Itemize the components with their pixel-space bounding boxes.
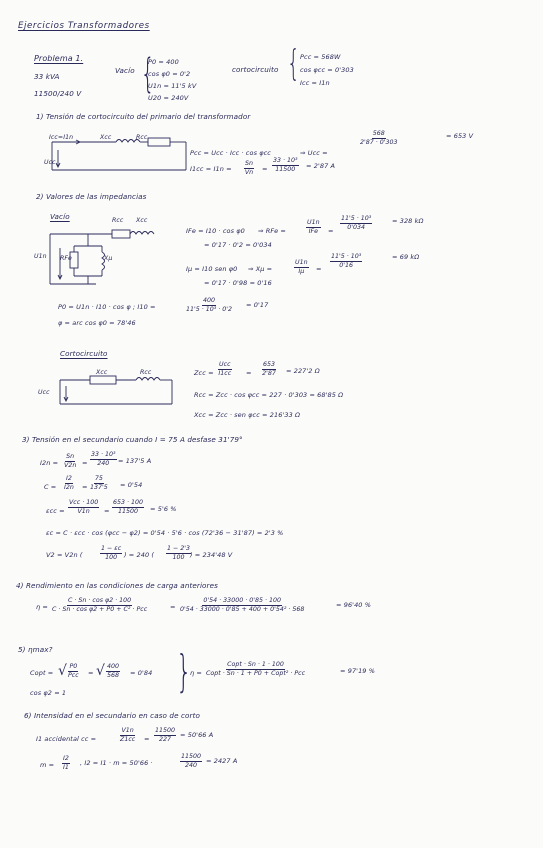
fraction-den: 100 [105, 554, 118, 562]
eq-xcc: Xcc = Zcc · sen φcc = 216'33 Ω [194, 411, 301, 419]
fraction-den: 137'5 [90, 484, 108, 492]
fraction-den: C · Sn · cos φ2 + P0 + C² · Pcc [52, 606, 148, 614]
fraction-num: 400 [106, 664, 120, 672]
eq-m: m = [40, 761, 55, 769]
eq-c: C = [44, 483, 57, 491]
sqrt-symbol: √ [58, 663, 68, 679]
fraction-eta-values [180, 598, 304, 614]
eq-rfe-result: = 328 kΩ [392, 217, 424, 225]
eq-i1cc-result: = 2'87 A [306, 162, 336, 170]
eq-ecc-result: = 5'6 % [150, 505, 177, 513]
fraction-num: 11'5 · 10³ [340, 216, 372, 224]
fraction-c-1 [64, 476, 74, 492]
equals-sign: = [262, 165, 268, 173]
fraction-den: V1n [77, 508, 90, 516]
fraction-num: C · Sn · cos φ2 · 100 [67, 598, 132, 606]
fraction-den: 240 [97, 460, 110, 468]
fraction-num: 0'54 · 33000 · 0'85 · 100 [202, 598, 282, 606]
fraction-zcc-1 [218, 362, 232, 378]
fraction-den: 11'5 · 10³ · 0'2 [186, 306, 233, 314]
vacio-xcc-label: Xcc [136, 217, 148, 224]
eq-i1-result: = 50'66 A [180, 731, 214, 739]
fraction-c-2 [90, 476, 108, 492]
fraction-num: V1n [120, 728, 134, 736]
sqrt-symbol: √ [96, 663, 106, 679]
eq-imu-arrow: ⇒ Xμ = [248, 265, 273, 273]
eq-c-result: = 0'54 [120, 481, 143, 489]
fraction-den: 0'16 [339, 262, 354, 270]
rated-voltages: 11500/240 V [34, 89, 82, 98]
fraction-i2n-2 [90, 452, 117, 468]
fraction-den: 11500 [275, 166, 296, 174]
eq-rcc: Rcc = Zcc · cos φcc = 227 · 0'303 = 68'85 Ω [194, 391, 344, 399]
equals-sign: = [170, 603, 176, 611]
circuit-current-label: Icc=I1n [49, 134, 74, 141]
vacio-label: Vacío [115, 66, 135, 75]
fraction-den: 0'54 · 33000 · 0'85 + 400 + 0'54² · 568 [180, 606, 305, 614]
eq-i2n: I2n = [40, 459, 59, 467]
fraction-v2-2 [166, 546, 191, 562]
vacio-title: Vacío [50, 212, 70, 221]
eq-i2: , I2 = I1 · m = 50'66 · [80, 759, 153, 767]
cc-label: cortocircuito [232, 65, 279, 74]
eq-ecc: εcc = [46, 507, 65, 515]
section-4-heading: 4) Rendimiento en las condiciones de carga anteriores [16, 581, 218, 590]
eta-result: = 96'40 % [336, 601, 371, 609]
vacio-rfe-label: RFe [60, 255, 72, 262]
rated-power: 33 kVA [34, 72, 60, 81]
eq-i2-result: = 2427 A [206, 757, 238, 765]
fraction-i1-1 [120, 728, 135, 744]
eq-zcc: Zcc = [194, 369, 214, 377]
fraction-den: 2'87 [262, 370, 276, 378]
fraction-den: IFe [308, 228, 318, 236]
close-brace: } [176, 646, 192, 697]
circuit-rcc-label: Rcc [136, 134, 148, 141]
fraction-num: 11'5 · 10³ [330, 254, 362, 262]
equals-sign: = [246, 369, 252, 377]
eq-xmu-result: = 69 kΩ [392, 253, 420, 261]
eq-ife: IFe = I10 · cos φ0 [186, 227, 245, 235]
fraction-den: I2n [64, 484, 74, 492]
section-5-heading: 5) ηmax? [18, 645, 53, 654]
fraction-eta-formula [52, 598, 147, 614]
fraction-den: 11500 [118, 508, 139, 516]
eta-symbol: η = [36, 603, 48, 611]
short-circuit-circuit-diagram [44, 136, 194, 180]
cc-brace: { [287, 43, 300, 84]
vacio-cos: cos φ0 = 0'2 [148, 70, 191, 78]
fraction-den: Z1cc [120, 736, 136, 744]
cc-icc: Icc = I1n [300, 79, 330, 87]
fraction-num: 400 [202, 298, 216, 306]
fraction-xmu-1 [294, 260, 309, 276]
section-2-heading: 2) Valores de las impedancias [36, 192, 147, 201]
vacio-rcc-label: Rcc [112, 217, 124, 224]
eq-copt: Copt = [30, 669, 54, 677]
eq-cos-phi2: cos φ2 = 1 [30, 689, 67, 697]
fraction-num: I2 [65, 476, 73, 484]
vacio-circuit-diagram [36, 222, 166, 292]
fraction-num: Vcc · 100 [68, 500, 99, 508]
fraction-v2-1 [100, 546, 122, 562]
eq-phi: φ = arc cos φ0 = 78'46 [58, 319, 136, 327]
eq-i1-accidental: I1 accidental cc = [36, 735, 97, 743]
eq-imu: Iμ = I10 sen φ0 [186, 265, 238, 273]
eq-imu-value: = 0'17 · 0'98 = 0'16 [204, 279, 272, 287]
vacio-xmu-label: Xμ [104, 255, 113, 262]
eta-max-symbol: η = [190, 669, 202, 677]
fraction-i10 [186, 298, 232, 314]
section-6-heading: 6) Intensidad en el secundario en caso de corto [24, 711, 201, 720]
fraction-den: 568 [107, 672, 120, 680]
fraction-num: P0 [68, 664, 78, 672]
fraction-den: I1 [63, 764, 69, 772]
fraction-num: 11500 [180, 754, 202, 762]
cc-circuit-ucc-label: Ucc [38, 389, 50, 396]
fraction-rfe-2 [340, 216, 372, 232]
eq-ucc-result: = 653 V [446, 132, 474, 140]
fraction-eta-max [206, 662, 305, 678]
fraction-num: 11500 [154, 728, 176, 736]
eq-ucc-arrow: ⇒ Ucc = [300, 149, 328, 157]
fraction-num: 1 − εc [100, 546, 122, 554]
fraction-den: Pcc [68, 672, 79, 680]
equals-sign: = [82, 459, 88, 467]
eq-v2-result: ) = 234'48 V [190, 551, 233, 559]
fraction-den: Copt · Sn · 1 + P0 + Copt² · Pcc [206, 670, 306, 678]
eq-copt-result: = 0'84 [130, 669, 153, 677]
fraction-den: 100 [172, 554, 185, 562]
fraction-m [62, 756, 70, 772]
fraction-num: 653 [262, 362, 276, 370]
eq-i10-result: = 0'17 [246, 301, 269, 309]
section-3-heading: 3) Tensión en el secundario cuando I = 75 A desfase 31'79° [22, 435, 243, 444]
fraction-num: 33 · 10³ [90, 452, 117, 460]
fraction-den: Vn [244, 169, 254, 177]
circuit-ucc-label: Ucc [44, 159, 56, 166]
eq-ec: εc = C · εcc · cos (φcc − φ2) = 0'54 · 5'6 · cos (72'36 − 31'87) = 2'3 % [46, 529, 284, 537]
fraction-den: 2'87 · 0'303 [360, 139, 398, 147]
equals-sign: = [144, 735, 150, 743]
fraction-ucc [360, 131, 398, 147]
eq-ife-value: = 0'17 · 0'2 = 0'034 [204, 241, 272, 249]
fraction-i2n-1 [64, 454, 76, 470]
vacio-u20: U20 = 240V [148, 94, 189, 102]
equals-sign: = [328, 227, 334, 235]
cc-pcc: Pcc = 568W [300, 53, 341, 61]
fraction-i2 [180, 754, 202, 770]
eq-zcc-result: = 227'2 Ω [286, 367, 320, 375]
cortocircuito-title: Cortocircuito [60, 349, 108, 358]
eq-ife-arrow: ⇒ RFe = [258, 227, 286, 235]
vacio-brace: { [140, 51, 155, 97]
fraction-num: I2 [62, 756, 70, 764]
section-1-heading: 1) Tensión de cortocircuito del primario del transformador [36, 112, 251, 121]
eq-v2: V2 = V2n ( [46, 551, 83, 559]
eta-max-result: = 97'19 % [340, 667, 375, 675]
fraction-sn-vn [244, 161, 254, 177]
fraction-zcc-2 [262, 362, 276, 378]
circuit-xcc-label: Xcc [100, 134, 112, 141]
cortocircuito-circuit-diagram [56, 374, 186, 410]
fraction-num: Sn [65, 454, 75, 462]
fraction-den: 227 [159, 736, 172, 744]
fraction-copt-2 [106, 664, 120, 680]
fraction-den: Iμ [298, 268, 305, 276]
fraction-xmu-2 [330, 254, 362, 270]
fraction-num: U1n [306, 220, 321, 228]
eq-i2n-result: = 137'5 A [118, 457, 152, 465]
fraction-i1-2 [154, 728, 176, 744]
vacio-u1n: U1n = 11'5 kV [148, 82, 197, 90]
fraction-den: 0'034 [347, 224, 366, 232]
cc-circuit-xcc-label: Xcc [96, 369, 108, 376]
equals-sign: = [316, 265, 322, 273]
equals-sign: = [104, 507, 110, 515]
problem-heading: Problema 1. [34, 54, 84, 63]
fraction-num: U1n [294, 260, 309, 268]
fraction-i1cc [272, 158, 299, 174]
fraction-copt-1 [68, 664, 79, 680]
fraction-num: Copt · Sn · 1 · 100 [226, 662, 285, 670]
fraction-num: 568 [372, 131, 386, 139]
fraction-den: 240 [185, 762, 198, 770]
fraction-num: Sn [244, 161, 254, 169]
fraction-den: I1cc [218, 370, 232, 378]
page-title: Ejercicios Transformadores [18, 21, 150, 31]
fraction-ecc-1 [68, 500, 99, 516]
eq-p0: P0 = U1n · I10 · cos φ ; I10 = [58, 303, 156, 311]
fraction-rfe-1 [306, 220, 321, 236]
cc-circuit-rcc-label: Rcc [140, 369, 152, 376]
fraction-num: 653 · 100 [112, 500, 144, 508]
cc-cos: cos φcc = 0'303 [300, 66, 354, 74]
vacio-u1n-label: U1n [34, 253, 47, 260]
equals-sign: = [82, 483, 88, 491]
fraction-den: V2n [64, 462, 77, 470]
eq-i1cc: I1cc = I1n = [190, 165, 232, 173]
fraction-ecc-2 [112, 500, 144, 516]
fraction-num: Ucc [218, 362, 232, 370]
eq-v2-mid: ) = 240 ( [124, 551, 155, 559]
fraction-num: 33 · 10³ [272, 158, 299, 166]
fraction-num: 1 − 2'3 [166, 546, 191, 554]
vacio-p0: P0 = 400 [148, 58, 179, 66]
eq-pcc: Pcc = Ucc · Icc · cos φcc [190, 149, 271, 157]
equals-sign: = [88, 669, 94, 677]
fraction-num: 75 [94, 476, 104, 484]
